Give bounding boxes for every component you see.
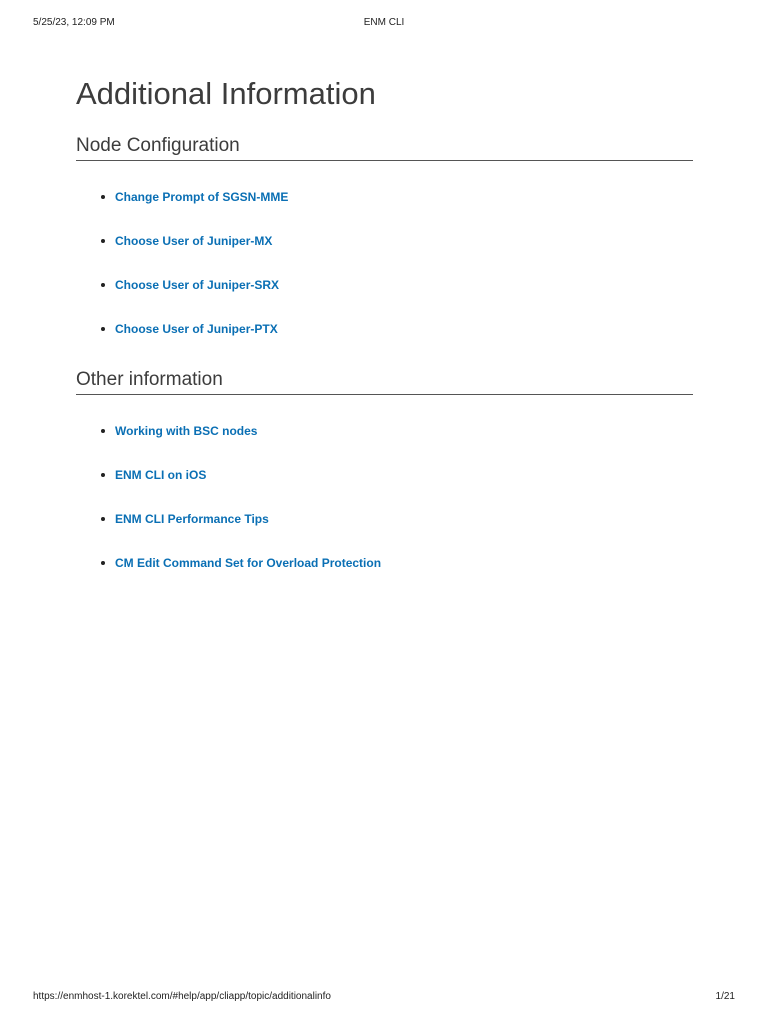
link-enm-cli-performance-tips[interactable]: ENM CLI Performance Tips — [115, 512, 269, 526]
section-other-information — [76, 366, 693, 601]
bullet-icon — [101, 327, 105, 331]
print-date: 5/25/23, 12:09 PM — [33, 17, 115, 28]
section-heading: Other information — [76, 366, 693, 395]
link-working-with-bsc-nodes[interactable]: Working with BSC nodes — [115, 424, 258, 438]
bullet-icon — [101, 561, 105, 565]
link-cm-edit-overload-protection[interactable]: CM Edit Command Set for Overload Protection — [115, 556, 382, 570]
list-item — [76, 279, 693, 323]
bullet-icon — [101, 239, 105, 243]
list-item — [76, 235, 693, 279]
list-item — [76, 557, 693, 601]
list-item — [76, 191, 693, 235]
print-footer — [33, 991, 735, 1005]
link-enm-cli-on-ios[interactable]: ENM CLI on iOS — [115, 468, 207, 482]
list-item — [76, 513, 693, 557]
bullet-icon — [101, 517, 105, 521]
section-node-configuration — [76, 132, 693, 367]
link-list — [76, 425, 693, 601]
print-header — [33, 17, 735, 31]
print-title: ENM CLI — [363, 17, 405, 28]
link-change-prompt-sgsn-mme[interactable]: Change Prompt of SGSN-MME — [115, 190, 289, 204]
list-item — [76, 425, 693, 469]
bullet-icon — [101, 429, 105, 433]
list-item — [76, 469, 693, 513]
page-title: Additional Information — [76, 76, 376, 111]
link-list — [76, 191, 693, 367]
page-number: 1/21 — [715, 991, 735, 1002]
list-item — [76, 323, 693, 367]
link-choose-user-juniper-mx[interactable]: Choose User of Juniper-MX — [115, 234, 273, 248]
bullet-icon — [101, 473, 105, 477]
bullet-icon — [101, 195, 105, 199]
print-url: https://enmhost-1.korektel.com/#help/app/cliapp/topic/additionalinfo — [33, 991, 331, 1002]
bullet-icon — [101, 283, 105, 287]
section-heading: Node Configuration — [76, 132, 693, 161]
link-choose-user-juniper-ptx[interactable]: Choose User of Juniper-PTX — [115, 322, 278, 336]
link-choose-user-juniper-srx[interactable]: Choose User of Juniper-SRX — [115, 278, 280, 292]
